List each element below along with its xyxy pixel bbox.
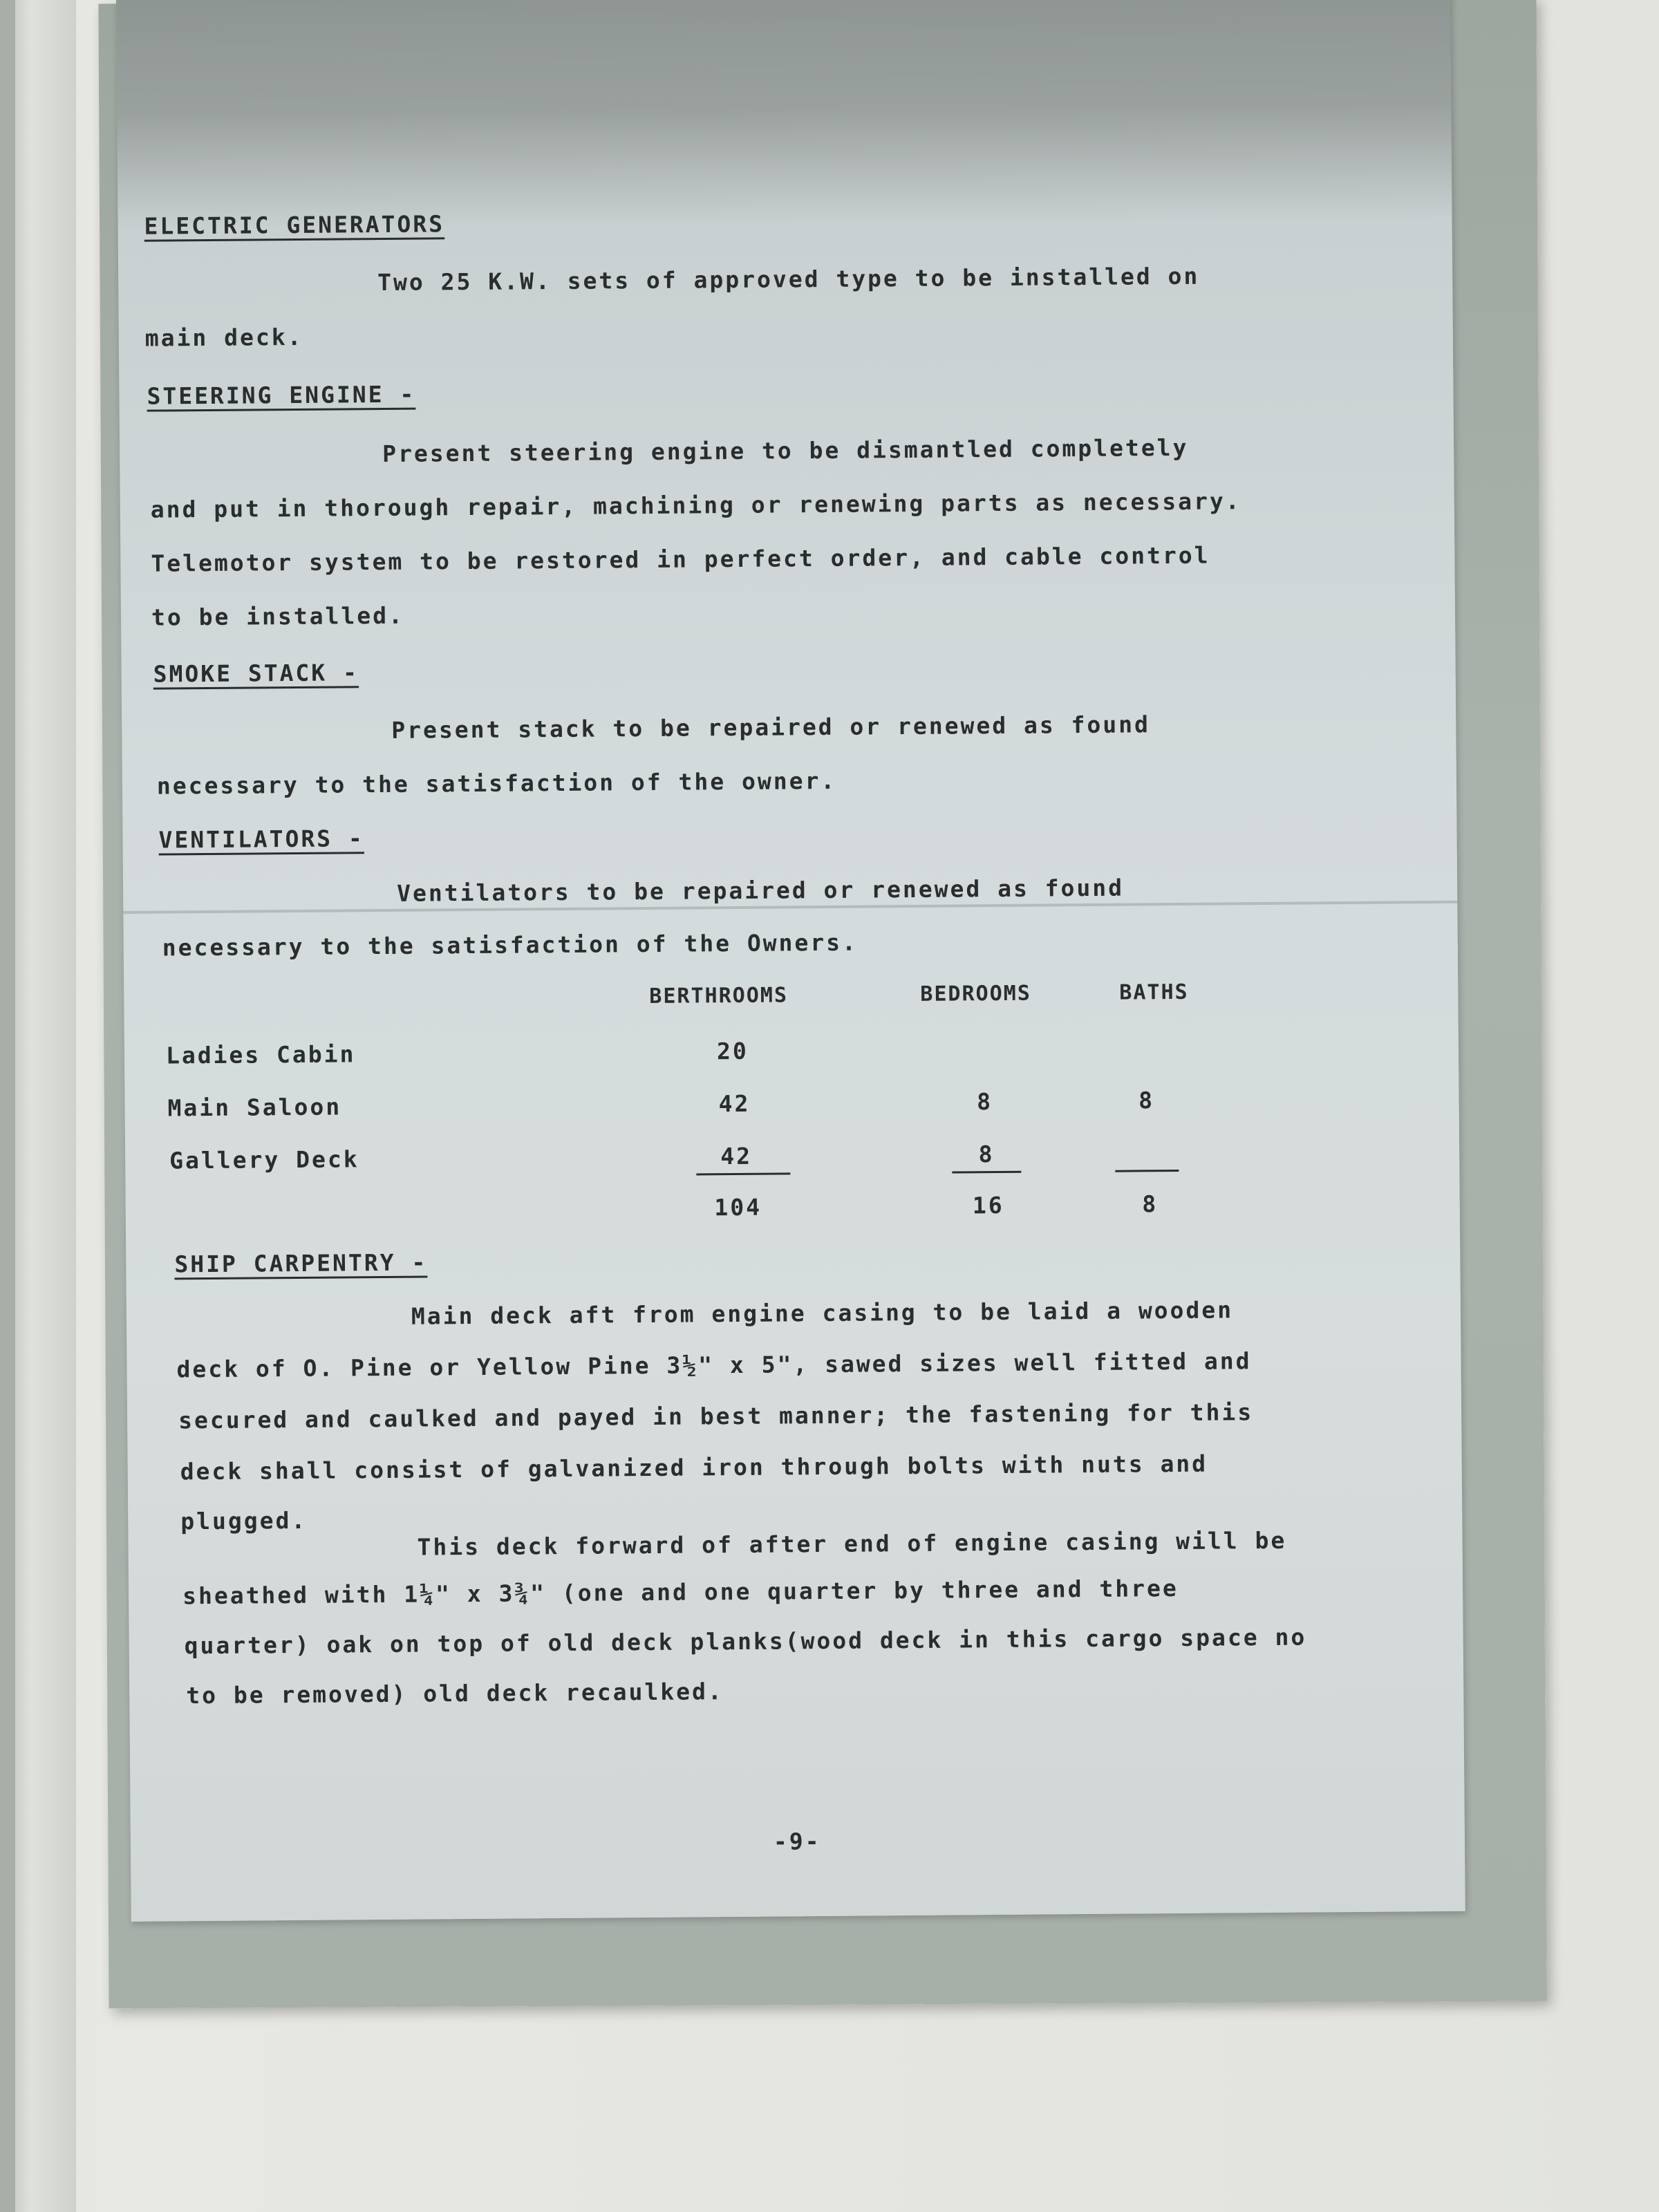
smoke-line-2: necessary to the satisfaction of the owner. (156, 767, 837, 800)
cell-saloon-berthrooms: 42 (718, 1089, 751, 1118)
carpentry-line-4: deck shall consist of galvanized iron through bolts with nuts and (180, 1450, 1208, 1485)
heading-ventilators: VENTILATORS - (158, 825, 364, 854)
row-label-main-saloon: Main Saloon (167, 1093, 342, 1122)
carpentry-line-2: deck of O. Pine or Yellow Pine 3½" x 5", sawed sizes well fitted and (176, 1347, 1252, 1383)
ventilators-line-2: necessary to the satisfaction of the Owners. (162, 928, 859, 962)
ventilators-line-1: Ventilators to be repaired or renewed as found (397, 874, 1125, 907)
total-bedrooms: 16 (972, 1191, 1004, 1219)
typed-page (116, 0, 1465, 1922)
row-label-ladies-cabin: Ladies Cabin (165, 1040, 356, 1069)
carpentry-line-7: sheathed with 1¼" x 3¾" (one and one quarter by three and three (182, 1575, 1179, 1610)
carpentry-line-8: quarter) oak on top of old deck planks(wood deck in this cargo space no (184, 1623, 1307, 1660)
total-berthrooms: 104 (714, 1193, 762, 1221)
steering-line-2: and put in thorough repair, machining or renewing parts as necessary. (150, 487, 1241, 523)
cell-ladies-berthrooms: 20 (716, 1037, 749, 1065)
steering-line-3: Telemotor system to be restored in perfect order, and cable control (151, 541, 1210, 577)
col-header-baths: BATHS (1119, 980, 1189, 1005)
total-baths: 8 (1142, 1190, 1159, 1218)
steering-line-4: to be installed. (151, 601, 405, 631)
electric-line-1: Two 25 K.W. sets of approved type to be installed on (377, 262, 1200, 297)
frame-line (0, 0, 15, 2212)
carpentry-line-5: plugged. (180, 1506, 308, 1535)
carpentry-line-3: secured and caulked and payed in best manner; the fastening for this (178, 1398, 1254, 1434)
cell-gallery-bedrooms: 8 (978, 1141, 995, 1168)
row-label-gallery-deck: Gallery Deck (169, 1145, 359, 1174)
heading-steering-engine: STEERING ENGINE - (147, 380, 416, 410)
carpentry-line-1: Main deck aft from engine casing to be laid a wooden (411, 1296, 1234, 1330)
col-header-berthrooms: BERTHROOMS (649, 983, 789, 1009)
col-header-bedrooms: BEDROOMS (920, 981, 1031, 1006)
heading-ship-carpentry: SHIP CARPENTRY - (174, 1248, 428, 1278)
cell-saloon-baths: 8 (1138, 1087, 1155, 1114)
carpentry-line-6: This deck forward of after end of engine casing will be (417, 1526, 1287, 1561)
heading-electric-generators: ELECTRIC GENERATORS (144, 210, 445, 240)
heading-smoke-stack: SMOKE STACK - (153, 659, 359, 688)
sum-rule-bedrooms (952, 1171, 1021, 1174)
electric-line-2: main deck. (144, 323, 303, 352)
page-number: -9- (773, 1828, 821, 1855)
cell-saloon-bedrooms: 8 (976, 1088, 993, 1116)
steering-line-1: Present steering engine to be dismantled completely (382, 433, 1189, 467)
smoke-line-1: Present stack to be repaired or renewed as found (391, 711, 1151, 744)
sum-rule-baths (1115, 1170, 1179, 1172)
carpentry-line-9: to be removed) old deck recaulked. (186, 1678, 724, 1709)
sum-rule-berthrooms (696, 1172, 790, 1175)
cell-gallery-berthrooms: 42 (720, 1142, 753, 1170)
